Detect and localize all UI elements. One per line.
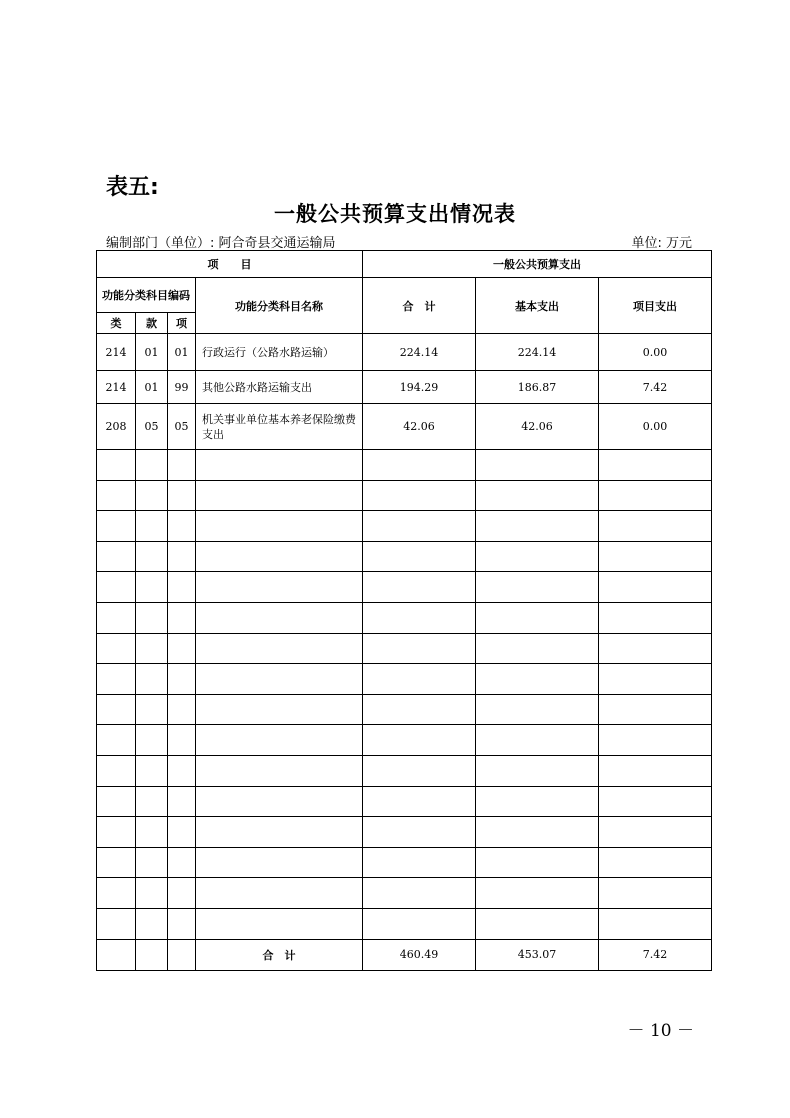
empty-cell [168,480,196,511]
empty-cell [136,450,168,481]
header-item: 项 目 [97,251,363,278]
cell-section: 05 [136,404,168,450]
empty-cell [97,847,136,878]
empty-row [97,725,712,756]
empty-cell [363,450,476,481]
empty-cell [136,511,168,542]
empty-cell [136,725,168,756]
empty-row [97,480,712,511]
empty-cell [363,602,476,633]
empty-cell [363,878,476,909]
empty-cell [196,450,363,481]
empty-cell [136,480,168,511]
empty-cell [363,694,476,725]
empty-cell [196,664,363,695]
empty-cell [599,664,712,695]
empty-cell [168,878,196,909]
cell-basic: 224.14 [476,334,599,371]
cell-project: 0.00 [599,334,712,371]
cell-item: 99 [168,371,196,404]
table-row [97,371,712,404]
empty-cell [363,633,476,664]
empty-cell [599,847,712,878]
header-budget-group: 一般公共预算支出 [363,251,712,278]
empty-cell [136,694,168,725]
empty-cell [97,817,136,848]
cell-name: 其他公路水路运输支出 [196,371,363,404]
empty-row [97,664,712,695]
empty-cell [97,541,136,572]
empty-cell [476,511,599,542]
empty-cell [136,786,168,817]
cell-total: 194.29 [363,371,476,404]
table-row [97,404,712,450]
cell-basic: 42.06 [476,404,599,450]
empty-cell [599,817,712,848]
empty-cell [363,664,476,695]
empty-cell [97,511,136,542]
total-empty-cell [136,939,168,970]
header-class: 类 [97,313,136,334]
empty-cell [476,541,599,572]
empty-row [97,817,712,848]
totals-basic: 453.07 [476,939,599,970]
empty-cell [168,694,196,725]
empty-cell [196,786,363,817]
table-row [97,334,712,371]
totals-project: 7.42 [599,939,712,970]
empty-cell [168,817,196,848]
totals-label: 合 计 [196,939,363,970]
empty-row [97,908,712,939]
empty-cell [476,480,599,511]
empty-cell [196,602,363,633]
empty-cell [97,450,136,481]
empty-cell [476,786,599,817]
empty-row [97,755,712,786]
empty-cell [97,602,136,633]
totals-total: 460.49 [363,939,476,970]
empty-cell [97,480,136,511]
empty-cell [363,786,476,817]
empty-cell [599,541,712,572]
empty-cell [136,664,168,695]
empty-cell [196,694,363,725]
empty-cell [168,847,196,878]
empty-cell [136,572,168,603]
cell-class: 208 [97,404,136,450]
empty-cell [599,450,712,481]
totals-row [97,939,712,970]
empty-cell [363,480,476,511]
empty-cell [599,602,712,633]
empty-cell [97,725,136,756]
empty-cell [196,878,363,909]
empty-cell [136,602,168,633]
compiling-unit: 编制部门（单位）: 阿合奇县交通运输局 [106,236,336,251]
empty-cell [196,572,363,603]
empty-cell [97,664,136,695]
empty-cell [363,755,476,786]
empty-cell [97,908,136,939]
empty-cell [196,511,363,542]
cell-project: 0.00 [599,404,712,450]
empty-cell [168,755,196,786]
empty-cell [599,908,712,939]
empty-cell [97,633,136,664]
empty-cell [97,694,136,725]
cell-project: 7.42 [599,371,712,404]
empty-cell [363,572,476,603]
page-title: 一般公共预算支出情况表 [274,202,516,226]
empty-cell [476,633,599,664]
empty-cell [196,908,363,939]
empty-cell [168,450,196,481]
empty-cell [97,755,136,786]
empty-cell [136,633,168,664]
empty-cell [363,847,476,878]
empty-cell [136,817,168,848]
cell-item: 05 [168,404,196,450]
empty-cell [168,664,196,695]
empty-row [97,541,712,572]
empty-cell [97,572,136,603]
empty-cell [363,908,476,939]
header-item-code: 项 [168,313,196,334]
empty-cell [168,786,196,817]
empty-cell [196,725,363,756]
empty-row [97,450,712,481]
empty-cell [136,878,168,909]
empty-cell [476,878,599,909]
page-number: － 10 － [627,1021,694,1041]
empty-cell [168,633,196,664]
empty-cell [476,847,599,878]
cell-class: 214 [97,371,136,404]
empty-cell [599,725,712,756]
cell-basic: 186.87 [476,371,599,404]
empty-cell [599,755,712,786]
sheet-label: 表五: [106,175,159,200]
cell-section: 01 [136,371,168,404]
header-section: 款 [136,313,168,334]
empty-cell [136,847,168,878]
budget-table [96,250,712,971]
header-basic: 基本支出 [476,278,599,334]
cell-name: 行政运行（公路水路运输） [196,334,363,371]
empty-cell [168,511,196,542]
empty-cell [476,450,599,481]
empty-cell [168,572,196,603]
empty-cell [476,755,599,786]
cell-total: 42.06 [363,404,476,450]
cell-name: 机关事业单位基本养老保险缴费支出 [196,404,363,450]
empty-row [97,786,712,817]
empty-cell [476,908,599,939]
empty-cell [363,817,476,848]
empty-cell [363,725,476,756]
empty-cell [599,694,712,725]
empty-cell [97,786,136,817]
header-project: 项目支出 [599,278,712,334]
empty-cell [476,817,599,848]
empty-cell [599,633,712,664]
empty-cell [599,878,712,909]
empty-cell [599,480,712,511]
empty-cell [476,725,599,756]
empty-cell [196,755,363,786]
cell-total: 224.14 [363,334,476,371]
header-total: 合 计 [363,278,476,334]
empty-cell [476,602,599,633]
empty-row [97,602,712,633]
empty-cell [363,511,476,542]
empty-cell [136,541,168,572]
total-empty-cell [97,939,136,970]
total-empty-cell [168,939,196,970]
empty-cell [599,786,712,817]
header-name: 功能分类科目名称 [196,278,363,334]
empty-cell [168,908,196,939]
empty-cell [168,602,196,633]
cell-section: 01 [136,334,168,371]
header-code-group: 功能分类科目编码 [97,278,196,313]
empty-cell [476,694,599,725]
empty-cell [196,633,363,664]
empty-cell [476,572,599,603]
cell-item: 01 [168,334,196,371]
empty-cell [168,541,196,572]
empty-cell [196,847,363,878]
empty-cell [136,908,168,939]
empty-row [97,847,712,878]
empty-cell [168,725,196,756]
empty-row [97,694,712,725]
empty-cell [196,817,363,848]
empty-cell [599,511,712,542]
empty-cell [196,541,363,572]
empty-cell [136,755,168,786]
empty-cell [476,664,599,695]
empty-cell [97,878,136,909]
cell-class: 214 [97,334,136,371]
empty-row [97,878,712,909]
empty-cell [599,572,712,603]
empty-cell [363,541,476,572]
unit-label: 单位: 万元 [631,236,692,251]
empty-row [97,572,712,603]
empty-row [97,633,712,664]
empty-cell [196,480,363,511]
empty-row [97,511,712,542]
